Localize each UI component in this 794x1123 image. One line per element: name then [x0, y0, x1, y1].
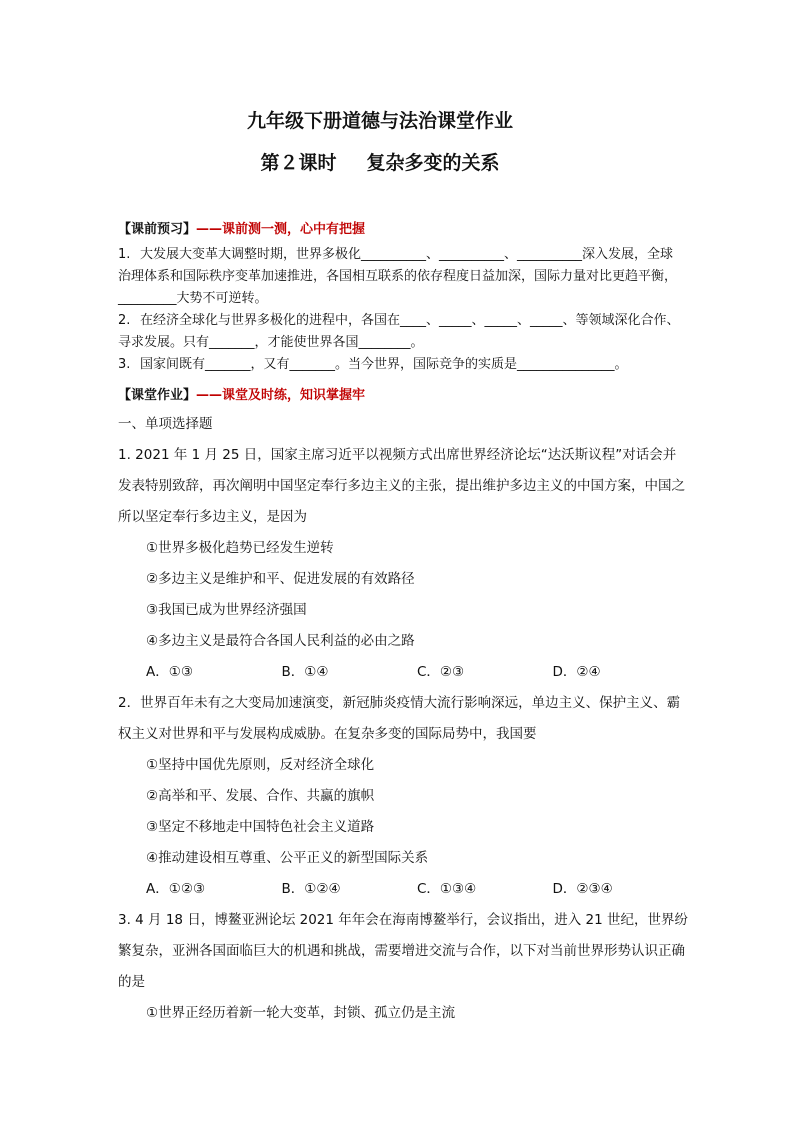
question-option: ①世界多极化趋势已经发生逆转: [146, 540, 334, 556]
choice-a: A．①③: [146, 664, 193, 680]
answer-choices: [118, 657, 688, 688]
preview-header: [118, 218, 365, 237]
answer-choices: [118, 874, 688, 905]
choice-c: C．②③: [417, 664, 465, 680]
question-option: ③我国已成为世界经济强国: [146, 602, 307, 618]
preview-header-bracket: 【课前预习】: [118, 222, 197, 237]
question-option: ③坚定不移地走中国特色社会主义道路: [146, 819, 375, 835]
lesson-subtitle: [0, 148, 760, 175]
lesson-number: 第２课时: [260, 152, 337, 174]
preview-item: [118, 244, 684, 310]
lesson-topic: 复杂多变的关系: [366, 152, 500, 174]
preview-item: [118, 354, 684, 376]
choice-a: A．①②③: [146, 881, 206, 897]
classwork-header-bracket: 【课堂作业】: [118, 388, 197, 403]
preview-item-number: 2.: [118, 313, 131, 328]
preview-item-text: 在经济全球化与世界多极化的进程中，各国在____、_____、_____、_____、等领域深化合作、寻求发展。只有_______，才能使世界各国________。: [118, 313, 680, 350]
document-title: 九年级下册道德与法治课堂作业: [246, 110, 513, 132]
question-stem: 1. 2021 年 1 月 25 日，国家主席习近平以视频方式出席世界经济论坛“达沃斯议程”对话会并发表特别致辞，再次阐明中国坚定奉行多边主义的主张，提出维护多边主义的中国方案，中国之所以坚定奉行多边主义，是因为: [118, 447, 685, 525]
question-option: ②多边主义是维护和平、促进发展的有效路径: [146, 571, 415, 587]
choice-c: C．①③④: [417, 881, 477, 897]
question-stem: 3. 4 月 18 日，博鳌亚洲论坛 2021 年年会在海南博鳌举行，会议指出，进入 21 世纪，世界纷繁复杂，亚洲各国面临巨大的机遇和挑战，需要增进交流与合作，以下对当前世界形势认识正确的是: [118, 912, 689, 990]
preview-items: [118, 244, 684, 376]
question-stem: 2．世界百年未有之大变局加速演变，新冠肺炎疫情大流行影响深远，单边主义、保护主义、霸权主义对世界和平与发展构成威胁。在复杂多变的国际局势中，我国要: [118, 695, 681, 742]
choice-b: B．①②④: [281, 881, 341, 897]
classwork-body: [118, 409, 688, 1029]
classwork-header: [118, 384, 365, 403]
classwork-header-slogan: ——课堂及时练，知识掌握牢: [196, 388, 366, 403]
question-option: ①世界正经历着新一轮大变革，封锁、孤立仍是主流: [146, 1005, 456, 1021]
preview-header-slogan: ——课前测一测，心中有把握: [196, 222, 366, 237]
preview-item-number: 1.: [118, 247, 131, 262]
choice-d: D．②④: [552, 664, 601, 680]
question-option: ②高举和平、发展、合作、共赢的旗帜: [146, 788, 375, 804]
preview-item-text: 大发展大变革大调整时期，世界多极化__________、__________、__________深入发展，全球治理体系和国际秩序变革加速推进，各国相互联系的依存程度日益加深，国际力量对比更趋平衡，_________大势不可逆转。: [118, 247, 678, 306]
preview-item-number: 3.: [118, 357, 131, 372]
question-option: ④多边主义是最符合各国人民利益的必由之路: [146, 633, 415, 649]
preview-item: [118, 310, 684, 354]
question-option: ④推动建设相互尊重、公平正义的新型国际关系: [146, 850, 429, 866]
choice-d: D．②③④: [552, 881, 613, 897]
section-title: 一、单项选择题: [118, 416, 213, 432]
preview-item-text: 国家间既有_______，又有_______。当今世界，国际竞争的实质是_______________。: [140, 357, 628, 372]
question-option: ①坚持中国优先原则，反对经济全球化: [146, 757, 375, 773]
choice-b: B．①④: [281, 664, 329, 680]
